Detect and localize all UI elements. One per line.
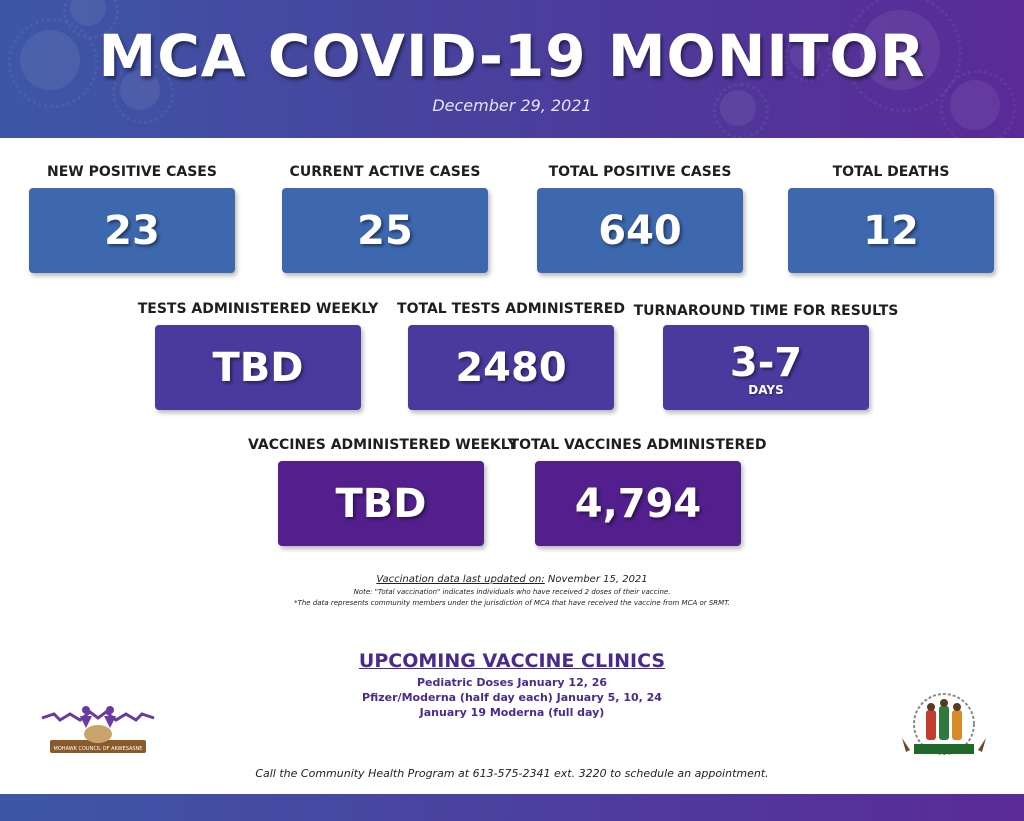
stat-value: 4,794 [574,480,702,527]
stat-value-box [278,461,484,546]
call-to-action: Call the Community Health Program at 613-575-2341 ext. 3220 to schedule an appointment. [255,767,769,780]
stat-value-box [663,325,869,410]
stat-total-tests [397,301,625,410]
stat-value-box [155,325,361,410]
stat-label: TOTAL DEATHS [832,164,950,180]
stat-value: 25 [357,207,413,254]
stat-tests-weekly [137,301,379,410]
stat-label: TESTS ADMINISTERED WEEKLY [137,301,379,317]
stat-value: 3-7 [729,339,803,386]
stat-value: 12 [863,207,919,254]
page-title: MCA COVID-19 MONITOR [98,22,926,90]
stat-unit: DAYS [748,382,784,397]
stat-label: TOTAL POSITIVE CASES [548,164,732,180]
update-line [0,574,1024,585]
clinic-item: Pfizer/Moderna (half day each) January 5, 10, 24 [362,691,662,704]
stat-value: 2480 [455,344,567,391]
stat-value-box [535,461,741,546]
header-banner [0,0,1024,138]
stat-turnaround-time [633,303,899,410]
clinic-item: Pediatric Doses January 12, 26 [416,676,608,689]
mca-logo [40,700,156,758]
stat-label: VACCINES ADMINISTERED WEEKLY [248,437,518,453]
stat-total-positive-cases [537,164,743,273]
stat-new-positive-cases [29,164,235,273]
stat-value: TBD [335,480,427,527]
clinics-heading: UPCOMING VACCINE CLINICS [358,650,666,672]
stat-label: CURRENT ACTIVE CASES [289,164,481,180]
stat-label: TURNAROUND TIME FOR RESULTS [633,303,899,319]
stat-total-deaths [788,164,994,273]
stat-value-box [408,325,614,410]
logo-text: MOHAWK COUNCIL OF AKWESASNE [53,746,143,752]
stat-value-box [29,188,235,273]
stat-label: TOTAL VACCINES ADMINISTERED [509,437,767,453]
note-line: Note: "Total vaccination" indicates individuals who have received 2 doses of their vaccine. [353,588,671,596]
stat-value: TBD [212,344,304,391]
update-label: Vaccination data last updated on: [376,574,545,585]
data-notes [0,574,1024,607]
stat-label: NEW POSITIVE CASES [47,164,217,180]
note-line: *The data represents community members under the jurisdiction of MCA that have received the vaccine from MCA or SRMT. [294,599,730,607]
health-program-logo [896,692,992,768]
report-date: December 29, 2021 [432,96,592,115]
stat-label: TOTAL TESTS ADMINISTERED [397,301,625,317]
stat-value: 23 [104,207,160,254]
update-date: November 15, 2021 [544,574,648,585]
stat-current-active-cases [282,164,488,273]
footer-band [0,794,1024,821]
stat-value-box [537,188,743,273]
stat-value-box [788,188,994,273]
stat-total-vaccines [509,437,767,546]
clinic-item: January 19 Moderna (full day) [419,706,605,719]
stat-value: 640 [598,207,682,254]
stat-value-box [282,188,488,273]
stat-vaccines-weekly [248,437,518,546]
